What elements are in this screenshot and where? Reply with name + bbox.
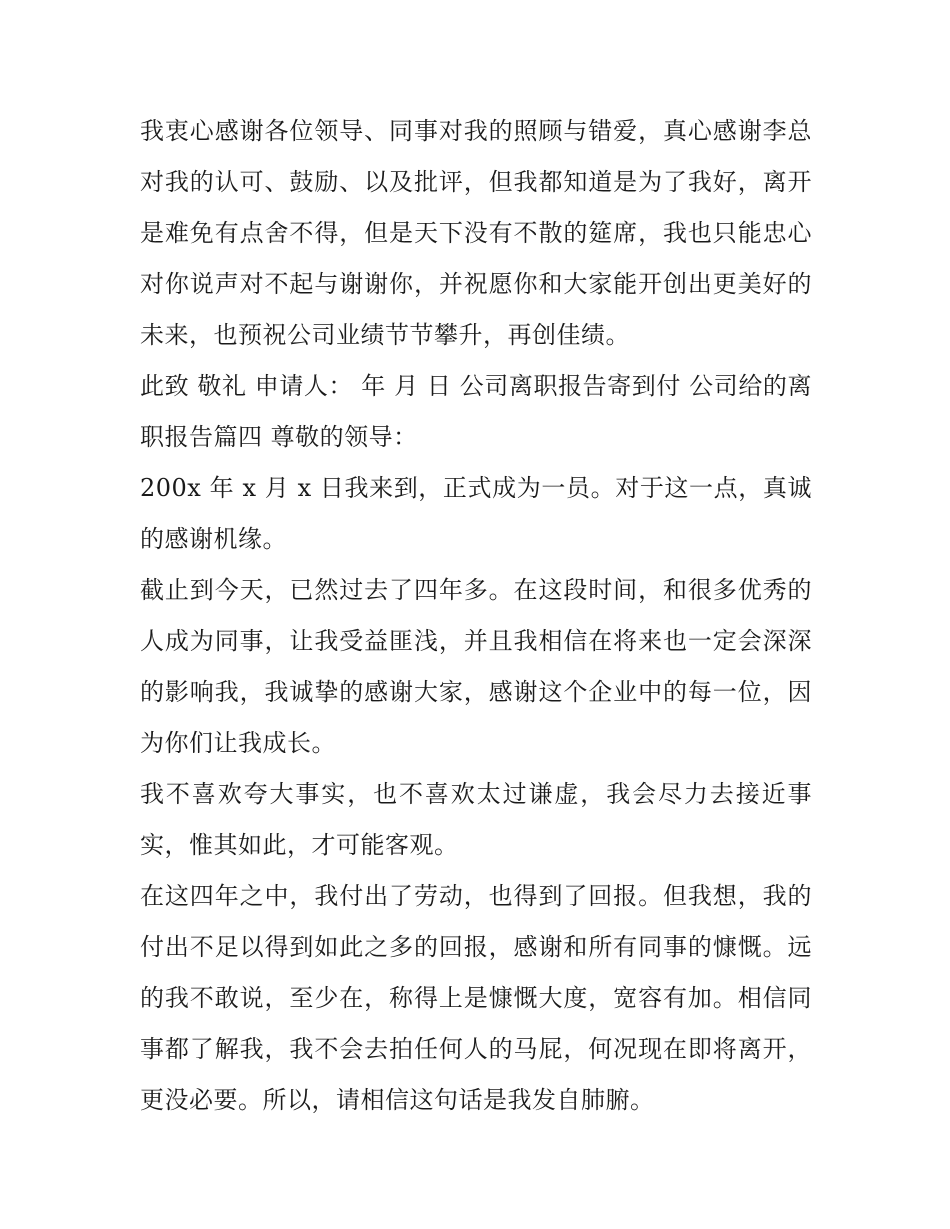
document-body — [140, 106, 812, 1126]
paragraph-closing-and-heading: 此致 敬礼 申请人： 年 月 日 公司离职报告寄到付 公司给的离职报告篇四 尊敬的领导： — [140, 372, 812, 451]
paragraph-start-date: 200x 年 x 月 x 日我来到，正式成为一员。对于这一点，真诚的感谢机缘。 — [140, 474, 812, 553]
paragraph-reward: 在这四年之中，我付出了劳动，也得到了回报。但我想，我的付出不足以得到如此之多的回报，感谢和所有同事的慷慨。远的我不敢说，至少在，称得上是慷慨大度，宽容有加。相信同事都了解我，我不会去拍任何人的马屁，何况现在即将离开，更没必要。所以，请相信这句话是我发自肺腑。 — [140, 882, 812, 1114]
paragraph-four-years: 截止到今天，已然过去了四年多。在这段时间，和很多优秀的人成为同事，让我受益匪浅，并且我相信在将来也一定会深深的影响我，我诚挚的感谢大家，感谢这个企业中的每一位，因为你们让我成长。 — [140, 576, 812, 757]
paragraph-objectivity: 我不喜欢夸大事实，也不喜欢太过谦虚，我会尽力去接近事实，惟其如此，才可能客观。 — [140, 780, 812, 859]
paragraph-gratitude: 我衷心感谢各位领导、同事对我的照顾与错爱，真心感谢李总对我的认可、鼓励、以及批评，但我都知道是为了我好，离开是难免有点舍不得，但是天下没有不散的筵席，我也只能忠心对你说声对不起与谢谢你，并祝愿你和大家能开创出更美好的未来，也预祝公司业绩节节攀升，再创佳绩。 — [140, 117, 812, 349]
